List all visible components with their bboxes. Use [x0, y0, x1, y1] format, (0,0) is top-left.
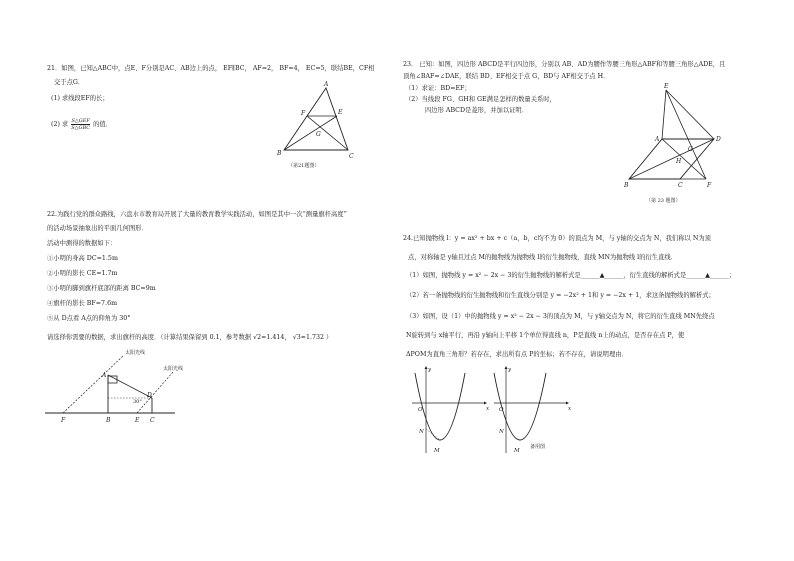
q23-parallelogram-figure [622, 84, 727, 209]
q23-part2b: 四边形 ABCD是菱形，并加以证明． [425, 107, 529, 114]
q24-fig1-label-N: N [419, 429, 424, 435]
q21-label-A: A [324, 81, 329, 88]
q22-label-D: D [147, 392, 152, 399]
q22-item-3: ③小明的脚到旗杆底部的距离 BC=9m [47, 285, 156, 292]
q24-line7: ΔPOM为直角三角形？若存在，求出所有点 P的坐标；若不存在，请说明理由． [406, 351, 628, 358]
q24-fig2-label-N: N [499, 429, 504, 435]
q21-label-C: C [349, 153, 354, 160]
q21-figure-caption: （第21题图） [288, 163, 320, 169]
q21-label-E: E [338, 109, 343, 116]
q24-line4: （2）若一条抛物线的衍生抛物线和衍生直线分别是 y = −2x² + 1和 y = −2x + 1，求这条抛物线的解析式； [406, 292, 715, 299]
q22-item-2: ②小明的影长 CE=1.7m [47, 270, 118, 277]
q23-label-H: H [676, 158, 682, 165]
q24-fig2-label-O: O [499, 407, 504, 413]
q22-stem-line1: 22.为践行党的群众路线，六盘水市教育局开展了大量的教育教学实践活动，如图是其中一次“测量旗杆高度” [47, 211, 347, 218]
q21-label-G: G [316, 131, 321, 138]
q24-spare-caption: 备用图 [530, 444, 546, 450]
q22-label-F: F [61, 417, 66, 424]
q24-fig2-label-y: y [508, 367, 512, 373]
q24-line2: 点，对称轴是 y轴且过点 M的抛物线为抛物线 l的衍生抛物线，直线 MN为抛物线 l的衍生直线． [408, 254, 677, 261]
q21-fraction-den: S△GBC [71, 125, 91, 131]
q22-label-sun2: 太阳光线 [163, 366, 184, 372]
q23-label-C: C [678, 182, 683, 189]
q24-parabola-figure-2 [492, 365, 587, 455]
q24-line6: N旋转到与 x轴平行，再沿 y轴向上平移 1个单位得直线 n，P是直线 n上的动点，是否存在点 P，使 [406, 332, 685, 339]
q21-label-B: B [277, 150, 282, 157]
q21-fraction [71, 118, 90, 131]
q22-item-4: ④旗杆的影长 BF=7.6m [47, 300, 118, 307]
q21-stem-line2: 交于点G． [54, 79, 85, 86]
q23-label-D: D [716, 136, 721, 143]
q22-label-angle: 30° [133, 399, 142, 405]
q24-fig1-label-x: x [486, 406, 490, 412]
q21-fraction-num: S△GEF [71, 118, 90, 124]
q21-part1: (1) 求线段EF的长； [51, 95, 109, 102]
q23-stem-line2: 顶角∠BAF=∠DAE，联结 BD、EF相交于点 G，BD与 AF相交于点 H． [403, 73, 610, 80]
q21-triangle-figure [270, 80, 360, 170]
q24-line1: 24.已知抛物线 l：y = ax² + bx + c（a，b，c均不为 0）的顶点为 M，与 y轴的交点为 N，我们称以 N为顶 [403, 235, 711, 242]
q22-data-title: 活动中测得的数据如下： [47, 240, 117, 247]
q23-figure-caption: （第 23 题图） [646, 198, 681, 204]
q22-flagpole-figure [45, 348, 184, 428]
q21-part2 [51, 118, 112, 131]
q24-fig1-label-M: M [434, 448, 440, 454]
q24-fig1-label-O: O [418, 407, 423, 413]
q23-stem-line1: 23． 已知：如图，四边形 ABCD是平行四边形，分别以 AB、AD为腰作等腰三角形△ABF和等腰三角形△ADE，且 [403, 61, 726, 68]
q23-label-B: B [624, 182, 629, 189]
q24-fig2-label-x: x [568, 406, 572, 412]
q24-fig2-label-M: M [514, 448, 520, 454]
q21-label-F: F [301, 110, 306, 117]
q22-question: 请选择你需要的数据，求出旗杆的高度．（计算结果保留到 0.1，参考数据 √2≈1.414， √3≈1.732 ） [47, 334, 333, 341]
q24-parabola-figure-1 [410, 365, 490, 455]
q23-label-A: A [655, 136, 660, 143]
q21-part2-suffix: 的值． [93, 121, 112, 128]
q23-part2: （2）当线段 FG、GH和 GE满足怎样的数量关系时， [405, 96, 556, 103]
q21-stem-line1: 21．如图，已知△ABC中，点E、F分别是AC、AB边上的点， EF∥BC， AF=2， BF=4， EC=5，联结BE，CF相 [47, 65, 375, 72]
q23-label-F: F [707, 182, 712, 189]
q22-label-C: C [150, 417, 155, 424]
q24-fig1-label-y: y [428, 367, 432, 373]
q21-part2-prefix: (2) 求 [51, 121, 69, 128]
q22-stem-line2: 的活动场景抽象出的平面几何图形． [47, 225, 148, 232]
q24-line5: （3）如图，设（1）中的抛物线 y = x² − 2x − 3的顶点为 M，与 y轴交点为 N，将它的衍生直线 MN先绕点 [406, 313, 715, 320]
q23-label-E: E [664, 83, 669, 90]
q22-item-5: ⑤从 D点看 A点的仰角为 30° [47, 315, 131, 322]
q22-label-B: B [106, 417, 111, 424]
q24-line3: （1）如图，抛物线 y = x² − 2x − 3的衍生抛物线的解析式是______▲______，衍生直线的解析式是______▲______； [406, 272, 736, 279]
q22-label-sun1: 太阳光线 [125, 350, 146, 356]
q23-part1: （1）求证：BD=EF； [405, 85, 471, 92]
q23-label-G: G [688, 146, 693, 153]
q22-label-A: A [102, 372, 107, 379]
q22-item-1: ①小明的身高 DC=1.5m [47, 255, 118, 262]
q22-label-E: E [135, 417, 140, 424]
